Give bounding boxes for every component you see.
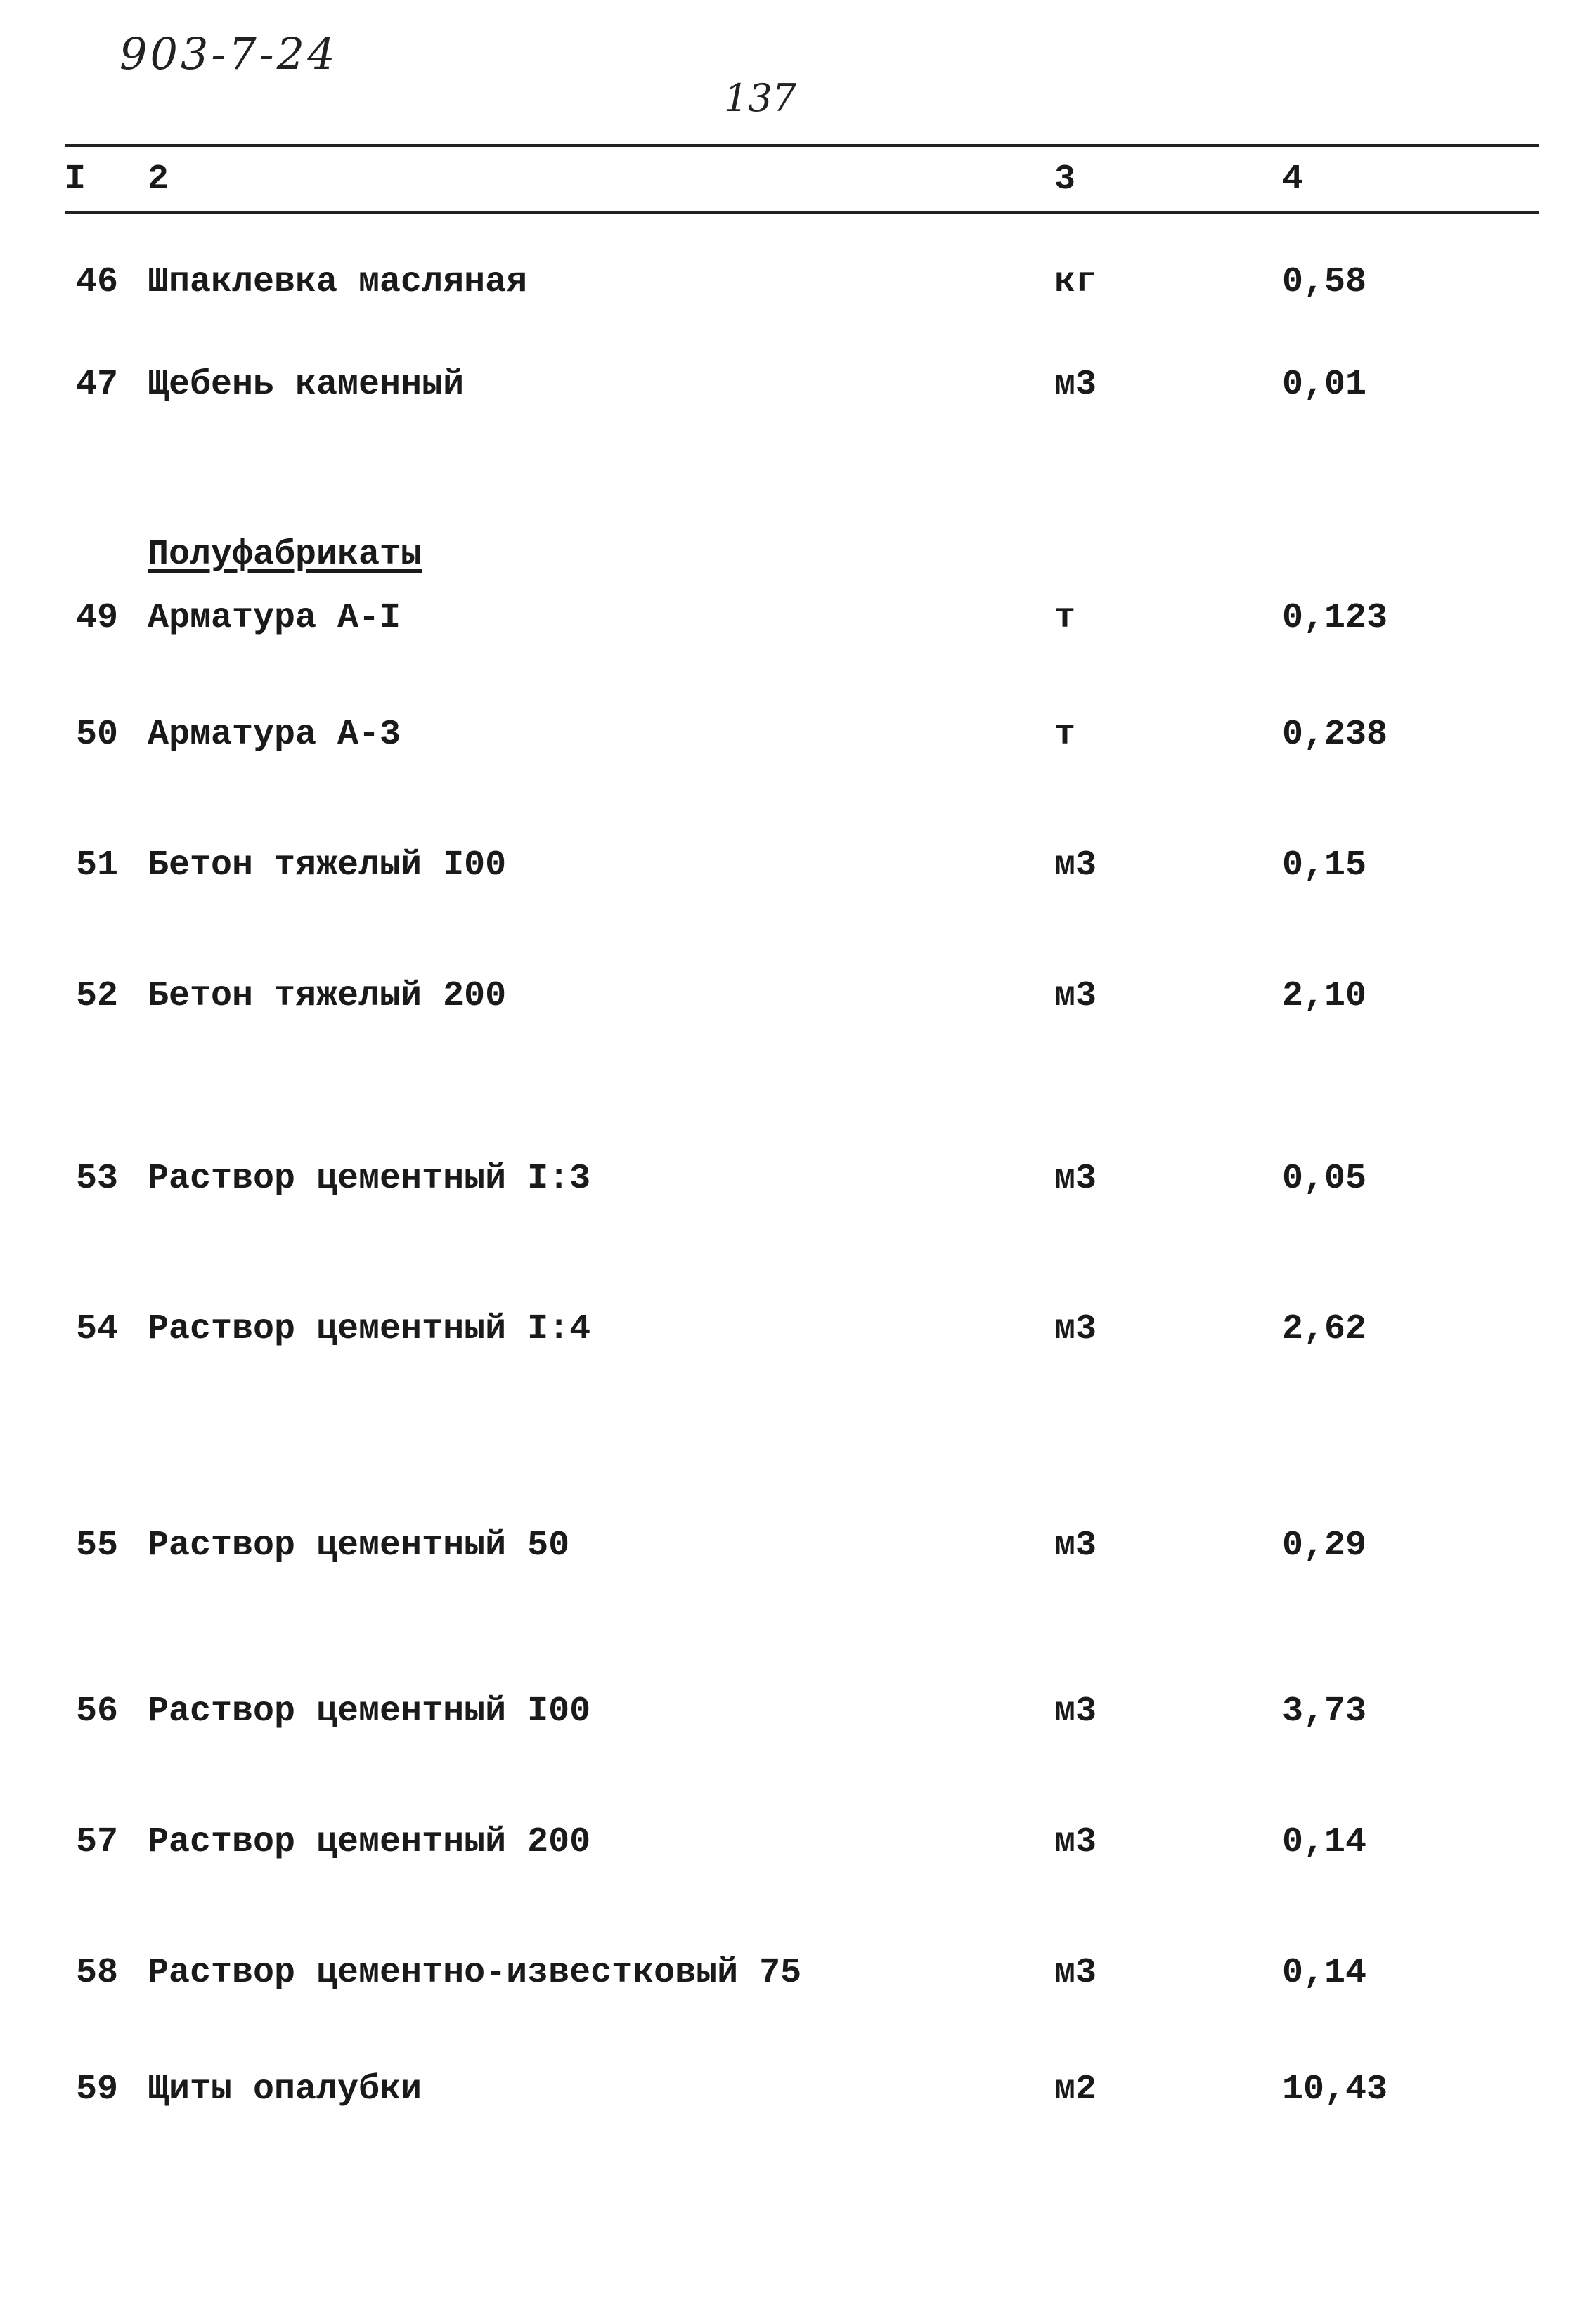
row-value: 0,01 (1282, 365, 1367, 405)
row-value: 0,29 (1282, 1526, 1367, 1566)
header-col-3: 3 (1054, 160, 1076, 200)
row-name: Раствор цементный I00 (148, 1692, 591, 1732)
row-value: 0,58 (1282, 262, 1367, 302)
row-number: 57 (75, 1822, 118, 1862)
row-value: 10,43 (1282, 2070, 1388, 2110)
table-top-rule (65, 144, 1539, 147)
row-number: 51 (75, 845, 118, 885)
row-unit: т (1054, 598, 1076, 638)
row-unit: м3 (1054, 1692, 1097, 1732)
row-value: 0,05 (1282, 1159, 1367, 1199)
row-name: Раствор цементный 50 (148, 1526, 570, 1566)
row-number: 53 (75, 1159, 118, 1199)
row-unit: м3 (1054, 1159, 1097, 1199)
row-name: Раствор цементный I:3 (148, 1159, 591, 1199)
row-unit: м3 (1054, 1526, 1097, 1566)
row-name: Щебень каменный (148, 365, 465, 405)
page-number: 137 (724, 76, 797, 120)
row-value: 3,73 (1282, 1692, 1367, 1732)
row-unit: м3 (1054, 845, 1097, 885)
row-number: 47 (75, 365, 118, 405)
row-number: 52 (75, 976, 118, 1016)
row-name: Раствор цементный 200 (148, 1822, 591, 1862)
row-number: 56 (75, 1692, 118, 1732)
row-number: 59 (75, 2070, 118, 2110)
section-title: Полуфабрикаты (148, 535, 422, 575)
row-value: 0,14 (1282, 1953, 1367, 1993)
row-number: 49 (75, 598, 118, 638)
row-unit: м3 (1054, 1822, 1097, 1862)
document-code: 903-7-24 (119, 28, 338, 79)
row-name: Бетон тяжелый I00 (148, 845, 507, 885)
row-unit: м3 (1054, 1309, 1097, 1349)
row-name: Раствор цементный I:4 (148, 1309, 591, 1349)
row-number: 55 (75, 1526, 118, 1566)
row-value: 0,238 (1282, 715, 1388, 755)
row-number: 54 (75, 1309, 118, 1349)
row-number: 46 (75, 262, 118, 302)
row-value: 2,10 (1282, 976, 1367, 1016)
row-number: 50 (75, 715, 118, 755)
row-unit: т (1054, 715, 1076, 755)
row-name: Шпаклевка масляная (148, 262, 528, 302)
row-unit: кг (1054, 262, 1097, 302)
row-unit: м3 (1054, 1953, 1097, 1993)
row-value: 2,62 (1282, 1309, 1367, 1349)
row-name: Щиты опалубки (148, 2070, 422, 2110)
row-name: Арматура А-I (148, 598, 401, 638)
row-value: 0,14 (1282, 1822, 1367, 1862)
row-name: Арматура А-3 (148, 715, 401, 755)
row-number: 58 (75, 1953, 118, 1993)
row-unit: м3 (1054, 365, 1097, 405)
row-unit: м2 (1054, 2070, 1097, 2110)
row-name: Бетон тяжелый 200 (148, 976, 507, 1016)
row-value: 0,123 (1282, 598, 1388, 638)
table-header-rule (65, 211, 1539, 214)
header-col-2: 2 (148, 160, 169, 200)
row-name: Раствор цементно-известковый 75 (148, 1953, 802, 1993)
row-value: 0,15 (1282, 845, 1367, 885)
row-unit: м3 (1054, 976, 1097, 1016)
header-col-4: 4 (1282, 160, 1304, 200)
header-col-1: I (65, 160, 86, 200)
